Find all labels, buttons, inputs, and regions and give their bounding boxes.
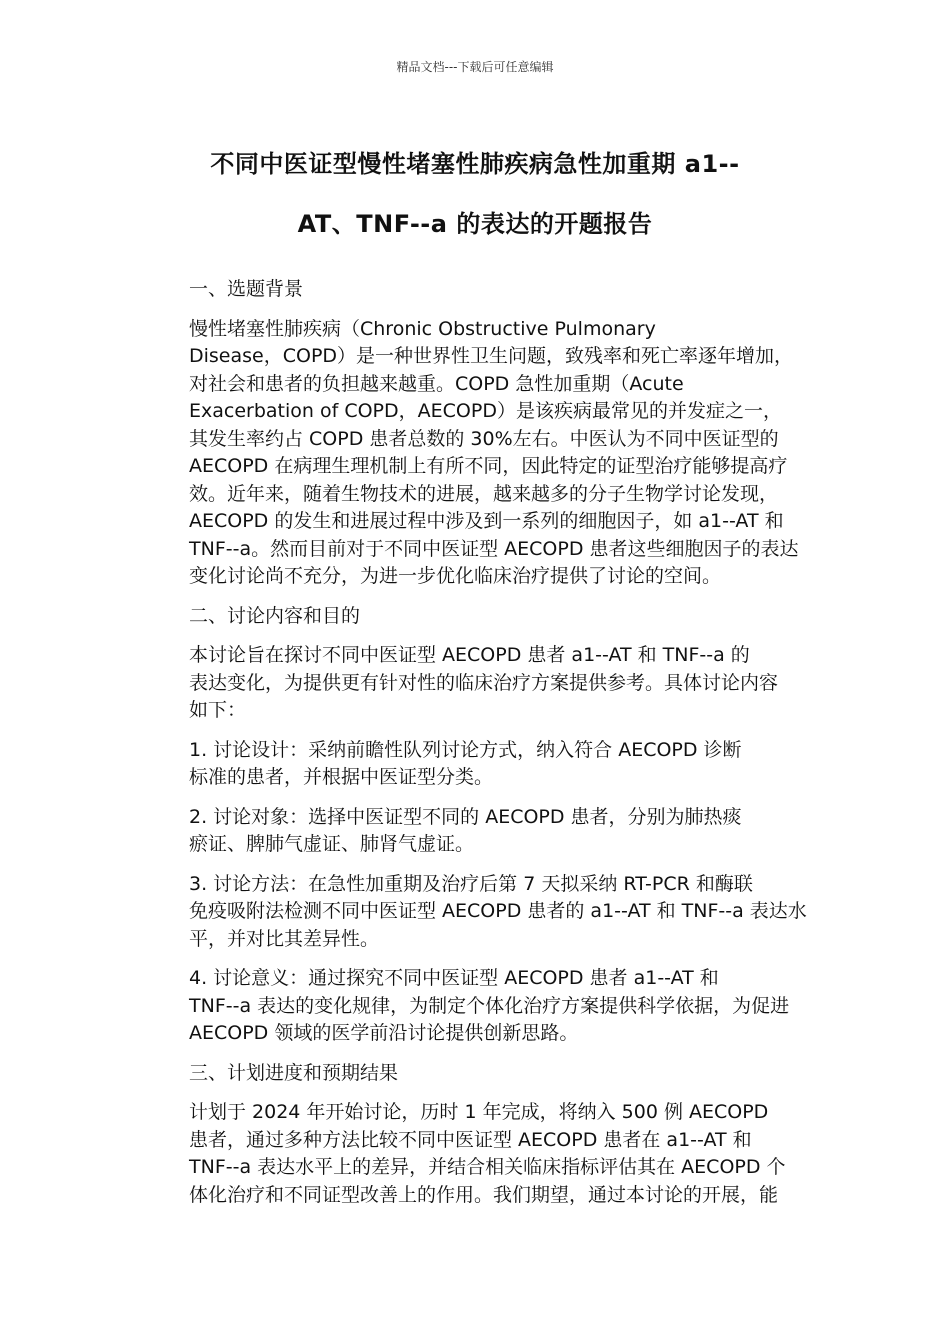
text-line: 患者，通过多种方法比较不同中医证型 AECOPD 患者在 a1--AT 和 [189, 1128, 752, 1151]
text-line: 标准的患者，并根据中医证型分类。 [189, 766, 494, 788]
section-heading-content: 二、讨论内容和目的 [189, 604, 361, 627]
page-header: 精品文档---下载后可任意编辑 [396, 60, 554, 74]
text-line: 本讨论旨在探讨不同中医证型 AECOPD 患者 a1--AT 和 TNF--a 的 [189, 644, 750, 666]
section-heading-background: 一、选题背景 [189, 278, 304, 300]
title-line-2: AT、TNF--a 的表达的开题报告 [297, 210, 653, 238]
text-line: 效。近年来，随着生物技术的进展，越来越多的分子生物学讨论发现， [189, 482, 779, 505]
document-title [120, 134, 830, 254]
text-line: AECOPD 的发生和进展过程中涉及到一系列的细胞因子，如 a1--AT 和 [189, 510, 784, 532]
paragraph-background [144, 316, 808, 591]
text-line: 免疫吸附法检测不同中医证型 AECOPD 患者的 a1--AT 和 TNF--a 表达水 [189, 900, 807, 922]
text-line: 3. 讨论方法：在急性加重期及治疗后第 7 天拟采纳 RT-PCR 和酶联 [189, 872, 753, 895]
document-body [144, 276, 808, 1221]
text-line: TNF--a 表达的变化规律，为制定个体化治疗方案提供科学依据，为促进 [189, 994, 790, 1017]
text-line: 2. 讨论对象：选择中医证型不同的 AECOPD 患者，分别为肺热痰 [189, 805, 742, 828]
paragraph-content-intro [144, 642, 808, 725]
text-line: 对社会和患者的负担越来越重。COPD 急性加重期（Acute [189, 372, 684, 395]
list-item-subjects [144, 804, 808, 859]
title-line-1: 不同中医证型慢性堵塞性肺疾病急性加重期 a1-- [210, 150, 740, 178]
text-line: 平，并对比其差异性。 [189, 927, 380, 950]
text-line: AECOPD 领域的医学前沿讨论提供创新思路。 [189, 1022, 579, 1044]
text-line: TNF--a 表达水平上的差异，并结合相关临床指标评估其在 AECOPD 个 [189, 1156, 786, 1178]
text-line: 瘀证、脾肺气虚证、肺肾气虚证。 [189, 833, 475, 855]
text-line: 其发生率约占 COPD 患者总数的 30%左右。中医认为不同中医证型的 [189, 427, 779, 450]
list-item-methods [144, 871, 808, 954]
paragraph-plan [144, 1099, 808, 1209]
text-line: AECOPD 在病理生理机制上有所不同，因此特定的证型治疗能够提高疗 [189, 455, 788, 477]
text-line: 计划于 2024 年开始讨论，历时 1 年完成，将纳入 500 例 AECOPD [189, 1101, 769, 1123]
text-line: 体化治疗和不同证型改善上的作用。我们期望，通过本讨论的开展，能 [189, 1183, 779, 1206]
text-line: 变化讨论尚不充分，为进一步优化临床治疗提供了讨论的空间。 [189, 565, 722, 587]
text-line: TNF--a。然而目前对于不同中医证型 AECOPD 患者这些细胞因子的表达 [189, 537, 799, 560]
section-heading-plan: 三、计划进度和预期结果 [189, 1061, 399, 1084]
text-line: Exacerbation of COPD，AECOPD）是该疾病最常见的并发症之一， [189, 400, 782, 422]
text-line: 1. 讨论设计：采纳前瞻性队列讨论方式，纳入符合 AECOPD 诊断 [189, 738, 742, 761]
list-item-design [144, 737, 808, 792]
list-item-significance [144, 965, 808, 1048]
text-line: 4. 讨论意义：通过探究不同中医证型 AECOPD 患者 a1--AT 和 [189, 967, 719, 989]
text-line: Disease，COPD）是一种世界性卫生问题，致残率和死亡率逐年增加， [189, 345, 794, 367]
text-line: 表达变化，为提供更有针对性的临床治疗方案提供参考。具体讨论内容 [189, 671, 779, 694]
text-line: 慢性堵塞性肺疾病（Chronic Obstructive Pulmonary [189, 317, 656, 340]
text-line: 如下： [189, 699, 247, 721]
